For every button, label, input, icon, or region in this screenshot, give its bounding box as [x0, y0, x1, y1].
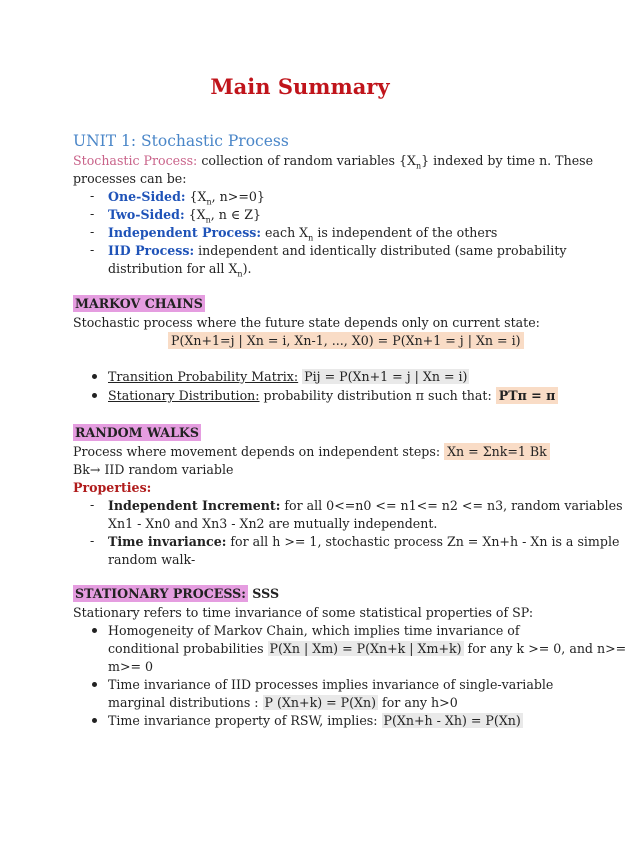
b2-text: marginal distributions :	[108, 695, 263, 710]
page-title: Main Summary	[210, 74, 390, 99]
definition-text: collection of random variables {X	[197, 153, 416, 168]
item-text-end: is independent of the others	[313, 225, 498, 240]
definition-text-end: } indexed by time n. These	[421, 153, 594, 168]
item-term: Two-Sided:	[108, 207, 185, 222]
stationary-heading-text: STATIONARY PROCESS:	[75, 586, 246, 601]
homogeneity-line-3: m>= 0	[108, 659, 154, 674]
bullet	[92, 628, 97, 633]
b2-formula: P (Xn+k) = P(Xn)	[264, 695, 377, 710]
markov-description: Stochastic process where the future state depends only on current state:	[73, 315, 540, 330]
list-item: One-Sided: {$X_n$, n>=0}	[108, 189, 265, 207]
item-term: One-Sided:	[108, 189, 186, 204]
properties-label	[73, 479, 151, 497]
item-text-end: , n>=0}	[211, 189, 265, 204]
list-item-continuation: distribution for all $X_n$).	[108, 261, 252, 279]
markov-heading	[73, 295, 205, 313]
b1-text: conditional probabilities	[108, 641, 268, 656]
stochastic-definition: Stochastic Process: collection of random variables $\{X_n\}$ indexed by time n. These	[73, 153, 594, 171]
definition-line-2: processes can be:	[73, 171, 187, 186]
ii-term: Independent Increment:	[108, 498, 281, 513]
ti-text: for all h >= 1, stochastic process Zn = Xn+h - Xn is a simple	[226, 534, 620, 549]
list-item: Two-Sided: {$X_n$, n ∈ Z}	[108, 207, 261, 225]
list-item: Independent Process: each $X_n$ is independent of the others	[108, 225, 498, 243]
list-dash: -	[90, 224, 95, 239]
item-text: {X	[185, 189, 207, 204]
iid-invariance-item: Time invariance of IID processes implies invariance of single-variable	[108, 677, 554, 692]
homogeneity-item: Homogeneity of Markov Chain, which implies time invariance of	[108, 623, 520, 638]
item-text: {X	[184, 207, 206, 222]
iid-text-end: ).	[242, 261, 252, 276]
list-dash: -	[90, 188, 95, 203]
tpm-label: Transition Probability Matrix:	[108, 369, 299, 384]
properties-label-text: Properties:	[73, 480, 152, 495]
bullet	[92, 682, 97, 687]
tpm-formula: Pij = P(Xn+1 = j | Xn = i)	[304, 369, 468, 384]
bullet	[92, 718, 97, 723]
b3-text: Time invariance property of RSW, implies:	[108, 713, 382, 728]
item-text-end: , n ∈ Z}	[210, 207, 261, 222]
rw-desc-text: Process where movement depends on independent steps:	[73, 444, 445, 459]
item-term: IID Process:	[108, 243, 195, 258]
random-walks-heading-text: RANDOM WALKS	[75, 425, 199, 440]
stationary-heading	[73, 585, 279, 603]
markov-formula-text: P(Xn+1=j | Xn = i, Xn-1, ..., X0) = P(Xn+1 = j | Xn = i)	[168, 332, 524, 349]
sd-label: Stationary Distribution:	[108, 388, 260, 403]
list-dash: -	[90, 497, 95, 512]
stationary-heading-suffix: SSS	[247, 586, 280, 601]
list-dash: -	[90, 242, 95, 257]
bk-line: Bk→ IID random variable	[73, 462, 234, 477]
b1-formula: P(Xn | Xm) = P(Xn+k | Xm+k)	[269, 641, 462, 656]
stationary-distribution-item	[108, 387, 558, 405]
homogeneity-line-2	[108, 640, 626, 658]
ii-continuation: Xn1 - Xn0 and Xn3 - Xn2 are mutually independent.	[108, 516, 438, 531]
definition-term: Stochastic Process:	[73, 153, 198, 168]
list-dash: -	[90, 533, 95, 548]
ii-text: for all 0<=n0 <= n1<= n2 <= n3, random variables	[280, 498, 623, 513]
iid-invariance-line-2	[108, 694, 458, 712]
tpm-item	[108, 368, 469, 386]
random-walks-heading	[73, 424, 201, 442]
bullet	[92, 393, 97, 398]
list-dash: -	[90, 206, 95, 221]
item-term: Independent Process:	[108, 225, 262, 240]
time-invariance-item	[108, 533, 619, 551]
list-item	[108, 242, 567, 260]
sd-formula: PTπ = π	[496, 387, 559, 404]
item-text: each X	[261, 225, 309, 240]
sd-text: probability distribution π such that:	[259, 388, 496, 403]
rsw-item	[108, 712, 523, 730]
markov-heading-text: MARKOV CHAINS	[75, 296, 203, 311]
random-walks-description	[73, 443, 550, 461]
b2-text-end: for any h>0	[378, 695, 458, 710]
b3-formula: P(Xn+h - Xh) = P(Xn)	[383, 713, 521, 728]
bullet	[92, 374, 97, 379]
independent-increment-item	[108, 497, 623, 515]
rw-formula: Xn = Σnk=1 Bk	[444, 443, 550, 460]
stationary-description: Stationary refers to time invariance of some statistical properties of SP:	[73, 605, 534, 620]
iid-text: distribution for all X	[108, 261, 238, 276]
unit-heading: UNIT 1: Stochastic Process	[73, 132, 289, 150]
ti-continuation: random walk-	[108, 552, 196, 567]
ti-term: Time invariance:	[108, 534, 227, 549]
b1-text-end: for any k >= 0, and n>=	[463, 641, 626, 656]
markov-formula	[168, 332, 524, 350]
item-text: independent and identically distributed (same probability	[194, 243, 567, 258]
